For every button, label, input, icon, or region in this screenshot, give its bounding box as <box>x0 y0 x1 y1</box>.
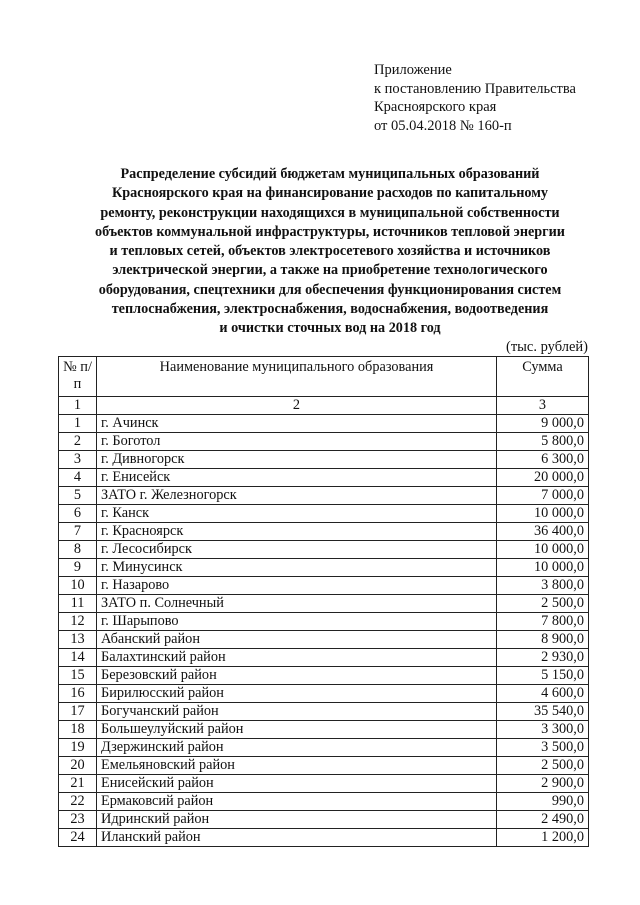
row-num-cell: 3 <box>59 451 97 469</box>
title-line: объектов коммунальной инфраструктуры, источников тепловой энергии <box>95 223 565 240</box>
row-name-cell: Енисейский район <box>97 775 497 793</box>
column-index-row <box>59 397 589 415</box>
table-row <box>59 595 589 613</box>
row-num-cell: 13 <box>59 631 97 649</box>
title-line: Распределение субсидий бюджетам муниципальных образований <box>120 166 540 182</box>
header-num-text: № п/п <box>63 359 92 392</box>
table-header-row <box>59 357 589 397</box>
table-row <box>59 811 589 829</box>
table-row <box>59 667 589 685</box>
appendix-line: от 05.04.2018 № 160-п <box>374 117 512 134</box>
row-sum-cell: 7 000,0 <box>497 487 589 505</box>
table-row <box>59 793 589 811</box>
table-row <box>59 721 589 739</box>
row-num-cell: 1 <box>59 415 97 433</box>
row-sum-cell: 5 800,0 <box>497 433 589 451</box>
table-row <box>59 739 589 757</box>
row-sum-cell: 3 300,0 <box>497 721 589 739</box>
row-sum-cell: 2 930,0 <box>497 649 589 667</box>
title-line: Красноярского края на финансирование расходов по капитальному <box>112 185 548 202</box>
row-sum-cell: 7 800,0 <box>497 613 589 631</box>
table-row <box>59 649 589 667</box>
row-name-cell: Абанский район <box>97 631 497 649</box>
row-num-cell: 5 <box>59 487 97 505</box>
row-name-cell: г. Енисейск <box>97 469 497 487</box>
row-num-cell: 11 <box>59 595 97 613</box>
row-num-cell: 19 <box>59 739 97 757</box>
row-name-cell: ЗАТО г. Железногорск <box>97 487 497 505</box>
row-sum-cell: 10 000,0 <box>497 505 589 523</box>
row-sum-cell: 20 000,0 <box>497 469 589 487</box>
row-sum-cell: 5 150,0 <box>497 667 589 685</box>
row-num-cell: 21 <box>59 775 97 793</box>
table-row <box>59 577 589 595</box>
table-row <box>59 487 589 505</box>
row-sum-cell: 36 400,0 <box>497 523 589 541</box>
row-sum-cell: 3 500,0 <box>497 739 589 757</box>
row-num-cell: 10 <box>59 577 97 595</box>
table-row <box>59 415 589 433</box>
row-num-cell: 2 <box>59 433 97 451</box>
row-num-cell: 22 <box>59 793 97 811</box>
row-sum-cell: 10 000,0 <box>497 559 589 577</box>
row-sum-cell: 2 500,0 <box>497 757 589 775</box>
row-sum-cell: 8 900,0 <box>497 631 589 649</box>
title-line: ремонту, реконструкции находящихся в муниципальной собственности <box>100 204 560 221</box>
row-name-cell: г. Красноярск <box>97 523 497 541</box>
row-num-cell: 24 <box>59 829 97 847</box>
header-num <box>59 357 97 397</box>
title-line: теплоснабжения, электроснабжения, водоснабжения, водоотведения <box>111 301 549 318</box>
index-cell: 2 <box>97 397 497 415</box>
row-name-cell: Березовский район <box>97 667 497 685</box>
row-name-cell: ЗАТО п. Солнечный <box>97 595 497 613</box>
row-name-cell: Емельяновский район <box>97 757 497 775</box>
row-num-cell: 15 <box>59 667 97 685</box>
table-row <box>59 433 589 451</box>
row-num-cell: 7 <box>59 523 97 541</box>
row-num-cell: 4 <box>59 469 97 487</box>
row-sum-cell: 2 490,0 <box>497 811 589 829</box>
title-line: электрической энергии, а также на приобретение технологического <box>112 262 548 279</box>
header-sum: Сумма <box>497 357 589 397</box>
row-num-cell: 17 <box>59 703 97 721</box>
table-row <box>59 559 589 577</box>
table-row <box>59 523 589 541</box>
appendix-line: Красноярского края <box>374 99 497 115</box>
table-row <box>59 469 589 487</box>
row-name-cell: г. Шарыпово <box>97 613 497 631</box>
row-num-cell: 16 <box>59 685 97 703</box>
row-sum-cell: 3 800,0 <box>497 577 589 595</box>
row-name-cell: г. Лесосибирск <box>97 541 497 559</box>
appendix-line: к постановлению Правительства <box>374 80 576 97</box>
row-num-cell: 9 <box>59 559 97 577</box>
row-name-cell: г. Минусинск <box>97 559 497 577</box>
table-row <box>59 613 589 631</box>
row-name-cell: г. Канск <box>97 505 497 523</box>
row-sum-cell: 6 300,0 <box>497 451 589 469</box>
table-row <box>59 451 589 469</box>
row-name-cell: Идринский район <box>97 811 497 829</box>
row-num-cell: 8 <box>59 541 97 559</box>
title-line: оборудования, спецтехники для обеспечения функционирования систем <box>98 281 562 298</box>
row-name-cell: г. Дивногорск <box>97 451 497 469</box>
subsidy-table <box>58 356 589 847</box>
row-num-cell: 18 <box>59 721 97 739</box>
row-name-cell: Иланский район <box>97 829 497 847</box>
appendix-block <box>374 61 576 135</box>
row-sum-cell: 2 900,0 <box>497 775 589 793</box>
row-name-cell: г. Назарово <box>97 577 497 595</box>
table-row <box>59 775 589 793</box>
row-num-cell: 14 <box>59 649 97 667</box>
index-cell: 1 <box>59 397 97 415</box>
row-name-cell: Дзержинский район <box>97 739 497 757</box>
row-num-cell: 6 <box>59 505 97 523</box>
row-sum-cell: 10 000,0 <box>497 541 589 559</box>
appendix-line: Приложение <box>374 62 452 78</box>
table-row <box>59 685 589 703</box>
title-line: и тепловых сетей, объектов электросетевого хозяйства и источников <box>109 243 551 260</box>
table-row <box>59 505 589 523</box>
row-sum-cell: 990,0 <box>497 793 589 811</box>
table-row <box>59 757 589 775</box>
row-sum-cell: 35 540,0 <box>497 703 589 721</box>
table-row <box>59 703 589 721</box>
row-name-cell: Большеулуйский район <box>97 721 497 739</box>
units-label: (тыс. рублей) <box>506 339 588 355</box>
row-num-cell: 23 <box>59 811 97 829</box>
row-sum-cell: 1 200,0 <box>497 829 589 847</box>
table-row <box>59 829 589 847</box>
index-cell: 3 <box>497 397 589 415</box>
title-line: и очистки сточных вод на 2018 год <box>219 320 441 337</box>
row-name-cell: г. Ачинск <box>97 415 497 433</box>
document-title <box>60 165 600 339</box>
header-name: Наименование муниципального образования <box>97 357 497 397</box>
row-name-cell: Бирилюсский район <box>97 685 497 703</box>
table-row <box>59 541 589 559</box>
row-num-cell: 20 <box>59 757 97 775</box>
row-name-cell: Балахтинский район <box>97 649 497 667</box>
row-sum-cell: 4 600,0 <box>497 685 589 703</box>
row-name-cell: Ермаковсий район <box>97 793 497 811</box>
row-sum-cell: 9 000,0 <box>497 415 589 433</box>
table-row <box>59 631 589 649</box>
row-num-cell: 12 <box>59 613 97 631</box>
row-name-cell: г. Боготол <box>97 433 497 451</box>
row-sum-cell: 2 500,0 <box>497 595 589 613</box>
row-name-cell: Богучанский район <box>97 703 497 721</box>
